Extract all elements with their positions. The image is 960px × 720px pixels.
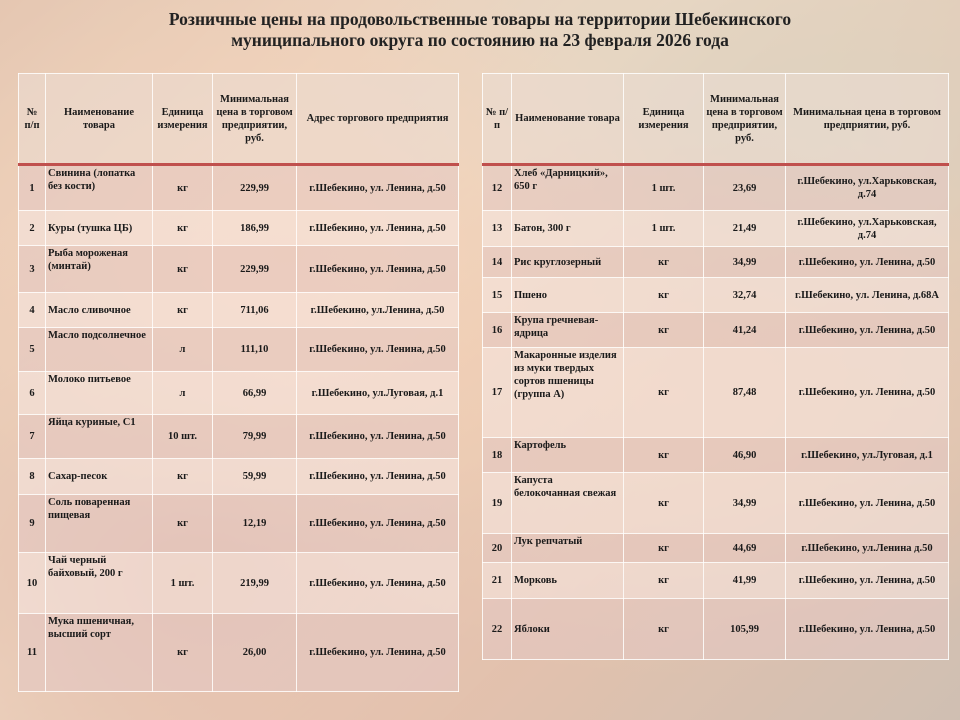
- row-price: 105,99: [704, 599, 786, 660]
- row-name: Мука пшеничная, высший сорт: [46, 614, 153, 692]
- table-row: [483, 348, 949, 438]
- header-unit: Единица измерения: [153, 74, 213, 165]
- row-num: 2: [19, 211, 46, 246]
- table-row: [19, 211, 459, 246]
- table-row: [483, 534, 949, 563]
- row-unit: 1 шт.: [624, 165, 704, 211]
- row-address: г.Шебекино, ул. Ленина, д.68А: [786, 278, 949, 313]
- row-address: г.Шебекино, ул.Луговая, д.1: [786, 438, 949, 473]
- row-name: Куры (тушка ЦБ): [46, 211, 153, 246]
- row-num: 11: [19, 614, 46, 692]
- row-unit: 10 шт.: [153, 415, 213, 459]
- row-name: Капуста белокочанная свежая: [512, 473, 624, 534]
- row-name: Картофель: [512, 438, 624, 473]
- table-row: [483, 211, 949, 247]
- row-num: 13: [483, 211, 512, 247]
- header-name: Наименование товара: [46, 74, 153, 165]
- table-row: [483, 563, 949, 599]
- row-price: 711,06: [213, 293, 297, 328]
- row-price: 26,00: [213, 614, 297, 692]
- row-price: 12,19: [213, 495, 297, 553]
- row-unit: кг: [153, 246, 213, 293]
- header-name: Наименование товара: [512, 74, 624, 165]
- row-name: Морковь: [512, 563, 624, 599]
- row-num: 8: [19, 459, 46, 495]
- row-price: 111,10: [213, 328, 297, 372]
- row-unit: 1 шт.: [624, 211, 704, 247]
- title-line-1: Розничные цены на продовольственные товары на территории Шебекинского: [168, 9, 792, 29]
- header-address: Адрес торгового предприятия: [297, 74, 459, 165]
- row-address: г.Шебекино, ул. Ленина, д.50: [297, 246, 459, 293]
- row-address: г.Шебекино, ул.Луговая, д.1: [297, 372, 459, 415]
- row-address: г.Шебекино, ул.Ленина д.50: [786, 534, 949, 563]
- header-num: № п/п: [483, 74, 512, 165]
- row-address: г.Шебекино, ул.Харьковская, д.74: [786, 165, 949, 211]
- row-address: г.Шебекино, ул.Ленина, д.50: [297, 293, 459, 328]
- row-unit: кг: [624, 278, 704, 313]
- row-address: г.Шебекино, ул. Ленина, д.50: [297, 328, 459, 372]
- header-num: № п/п: [19, 74, 46, 165]
- row-num: 4: [19, 293, 46, 328]
- table-row: [19, 328, 459, 372]
- table-row: [19, 495, 459, 553]
- row-name: Масло подсолнечное: [46, 328, 153, 372]
- table-row: [483, 247, 949, 278]
- row-price: 41,24: [704, 313, 786, 348]
- row-price: 66,99: [213, 372, 297, 415]
- row-price: 41,99: [704, 563, 786, 599]
- row-num: 1: [19, 165, 46, 211]
- row-name: Лук репчатый: [512, 534, 624, 563]
- row-name: Чай черный байховый, 200 г: [46, 553, 153, 614]
- row-num: 17: [483, 348, 512, 438]
- row-num: 12: [483, 165, 512, 211]
- row-num: 14: [483, 247, 512, 278]
- row-price: 23,69: [704, 165, 786, 211]
- title-line-2: муниципального округа по состоянию на 23 февраля 2026 года: [231, 30, 729, 50]
- row-unit: кг: [153, 165, 213, 211]
- row-address: г.Шебекино, ул. Ленина, д.50: [786, 313, 949, 348]
- row-name: Хлеб «Дарницкий», 650 г: [512, 165, 624, 211]
- row-price: 34,99: [704, 247, 786, 278]
- row-price: 186,99: [213, 211, 297, 246]
- row-name: Соль поваренная пищевая: [46, 495, 153, 553]
- row-name: Батон, 300 г: [512, 211, 624, 247]
- row-address: г.Шебекино, ул. Ленина, д.50: [297, 211, 459, 246]
- row-name: Макаронные изделия из муки твердых сортов пшеницы (группа А): [512, 348, 624, 438]
- row-price: 59,99: [213, 459, 297, 495]
- row-price: 79,99: [213, 415, 297, 459]
- row-unit: кг: [153, 459, 213, 495]
- table-row: [19, 415, 459, 459]
- header-address: Минимальная цена в торговом предприятии, руб.: [786, 74, 949, 165]
- row-unit: л: [153, 328, 213, 372]
- row-name: Пшено: [512, 278, 624, 313]
- row-unit: кг: [624, 348, 704, 438]
- row-name: Рыба мороженая (минтай): [46, 246, 153, 293]
- table-row: [19, 293, 459, 328]
- row-unit: кг: [153, 211, 213, 246]
- row-address: г.Шебекино, ул. Ленина, д.50: [297, 415, 459, 459]
- row-num: 9: [19, 495, 46, 553]
- table-row: [483, 473, 949, 534]
- row-name: Молоко питьевое: [46, 372, 153, 415]
- row-name: Яблоки: [512, 599, 624, 660]
- row-unit: кг: [624, 599, 704, 660]
- row-price: 32,74: [704, 278, 786, 313]
- row-unit: кг: [624, 534, 704, 563]
- row-num: 10: [19, 553, 46, 614]
- row-num: 20: [483, 534, 512, 563]
- table-row: [19, 614, 459, 692]
- row-price: 46,90: [704, 438, 786, 473]
- header-price: Минимальная цена в торговом предприятии, руб.: [213, 74, 297, 165]
- row-name: Сахар-песок: [46, 459, 153, 495]
- table-row: [483, 278, 949, 313]
- row-unit: кг: [624, 473, 704, 534]
- row-unit: кг: [153, 495, 213, 553]
- row-address: г.Шебекино, ул. Ленина, д.50: [786, 563, 949, 599]
- row-address: г.Шебекино, ул. Ленина, д.50: [297, 614, 459, 692]
- row-price: 219,99: [213, 553, 297, 614]
- row-num: 16: [483, 313, 512, 348]
- table-row: [19, 553, 459, 614]
- row-address: г.Шебекино, ул.Харьковская, д.74: [786, 211, 949, 247]
- row-address: г.Шебекино, ул. Ленина, д.50: [786, 247, 949, 278]
- row-num: 21: [483, 563, 512, 599]
- row-price: 34,99: [704, 473, 786, 534]
- row-num: 19: [483, 473, 512, 534]
- page-title: [0, 9, 960, 51]
- row-unit: кг: [153, 614, 213, 692]
- row-price: 21,49: [704, 211, 786, 247]
- row-name: Свинина (лопатка без кости): [46, 165, 153, 211]
- price-table-right: [482, 73, 949, 660]
- row-unit: кг: [624, 563, 704, 599]
- row-address: г.Шебекино, ул. Ленина, д.50: [297, 165, 459, 211]
- row-price: 229,99: [213, 246, 297, 293]
- table-row: [19, 246, 459, 293]
- row-name: Яйца куриные, С1: [46, 415, 153, 459]
- header-unit: Единица измерения: [624, 74, 704, 165]
- row-unit: 1 шт.: [153, 553, 213, 614]
- row-unit: кг: [624, 247, 704, 278]
- price-table-left: [18, 73, 459, 692]
- table-row: [483, 165, 949, 211]
- table-row: [19, 459, 459, 495]
- table-row: [483, 313, 949, 348]
- row-address: г.Шебекино, ул. Ленина, д.50: [786, 599, 949, 660]
- table-row: [483, 438, 949, 473]
- row-num: 15: [483, 278, 512, 313]
- row-num: 6: [19, 372, 46, 415]
- row-price: 87,48: [704, 348, 786, 438]
- row-num: 7: [19, 415, 46, 459]
- row-address: г.Шебекино, ул. Ленина, д.50: [297, 459, 459, 495]
- row-unit: кг: [624, 438, 704, 473]
- row-num: 22: [483, 599, 512, 660]
- row-price: 44,69: [704, 534, 786, 563]
- row-address: г.Шебекино, ул. Ленина, д.50: [297, 553, 459, 614]
- row-address: г.Шебекино, ул. Ленина, д.50: [297, 495, 459, 553]
- header-price: Минимальная цена в торговом предприятии, руб.: [704, 74, 786, 165]
- row-name: Масло сливочное: [46, 293, 153, 328]
- row-unit: л: [153, 372, 213, 415]
- row-num: 18: [483, 438, 512, 473]
- row-num: 5: [19, 328, 46, 372]
- row-name: Крупа гречневая-ядрица: [512, 313, 624, 348]
- row-unit: кг: [624, 313, 704, 348]
- table-row: [19, 372, 459, 415]
- row-num: 3: [19, 246, 46, 293]
- table-row: [19, 165, 459, 211]
- row-name: Рис круглозерный: [512, 247, 624, 278]
- row-address: г.Шебекино, ул. Ленина, д.50: [786, 348, 949, 438]
- table-row: [483, 599, 949, 660]
- row-price: 229,99: [213, 165, 297, 211]
- row-address: г.Шебекино, ул. Ленина, д.50: [786, 473, 949, 534]
- row-unit: кг: [153, 293, 213, 328]
